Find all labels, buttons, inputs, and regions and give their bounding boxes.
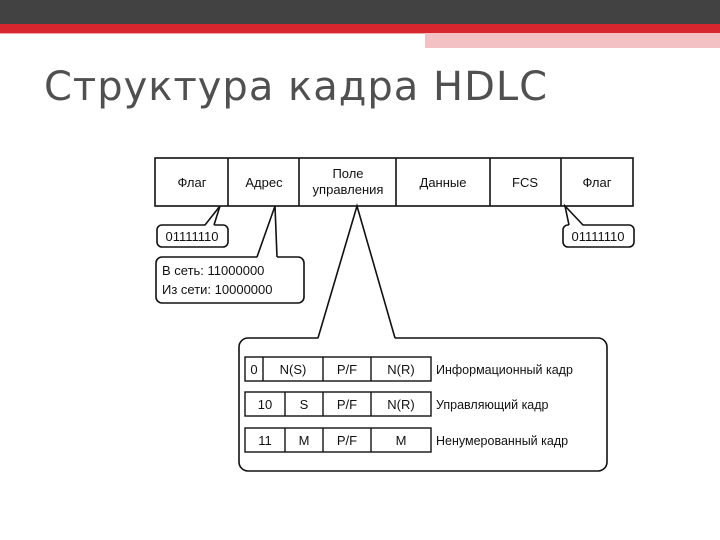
callout-box — [239, 338, 607, 471]
format-cell: N(R) — [387, 397, 415, 412]
callout-address-line2: Из сети: 10000000 — [162, 282, 273, 297]
callout-control-formats — [239, 206, 607, 471]
field-flag-start: Флаг — [177, 175, 207, 190]
format-cell: 11 — [258, 433, 272, 448]
field-fcs: FCS — [512, 175, 538, 190]
field-control-line2: управления — [312, 182, 384, 197]
frame-structure — [155, 158, 633, 206]
callout-flag-left — [157, 206, 228, 247]
format-label: Ненумерованный кадр — [436, 434, 569, 448]
format-cell: N(S) — [279, 362, 307, 377]
callout-flag-right-value: 01111110 — [571, 229, 625, 244]
field-address: Адрес — [245, 175, 283, 190]
field-data: Данные — [419, 175, 467, 190]
format-cell: 0 — [250, 362, 258, 377]
format-cell: M — [298, 433, 310, 448]
callout-flag-right — [563, 206, 634, 247]
slide-title: Структура кадра HDLC — [44, 64, 549, 110]
format-label: Информационный кадр — [436, 363, 573, 377]
format-cell: P/F — [336, 433, 358, 448]
format-cell: P/F — [336, 362, 358, 377]
callout-pointer-fill — [318, 206, 395, 339]
field-control-line1: Поле — [332, 166, 364, 181]
callout-address-line1: В сеть: 11000000 — [162, 263, 265, 278]
callout-address — [156, 206, 304, 303]
format-label: Управляющий кадр — [436, 398, 549, 412]
format-cell: N(R) — [387, 362, 415, 377]
format-cell: 10 — [257, 397, 273, 412]
format-cell: M — [395, 433, 407, 448]
field-flag-end: Флаг — [582, 175, 612, 190]
callout-flag-left-value: 01111110 — [165, 229, 219, 244]
format-cell: S — [299, 397, 309, 412]
format-cell: P/F — [336, 397, 358, 412]
